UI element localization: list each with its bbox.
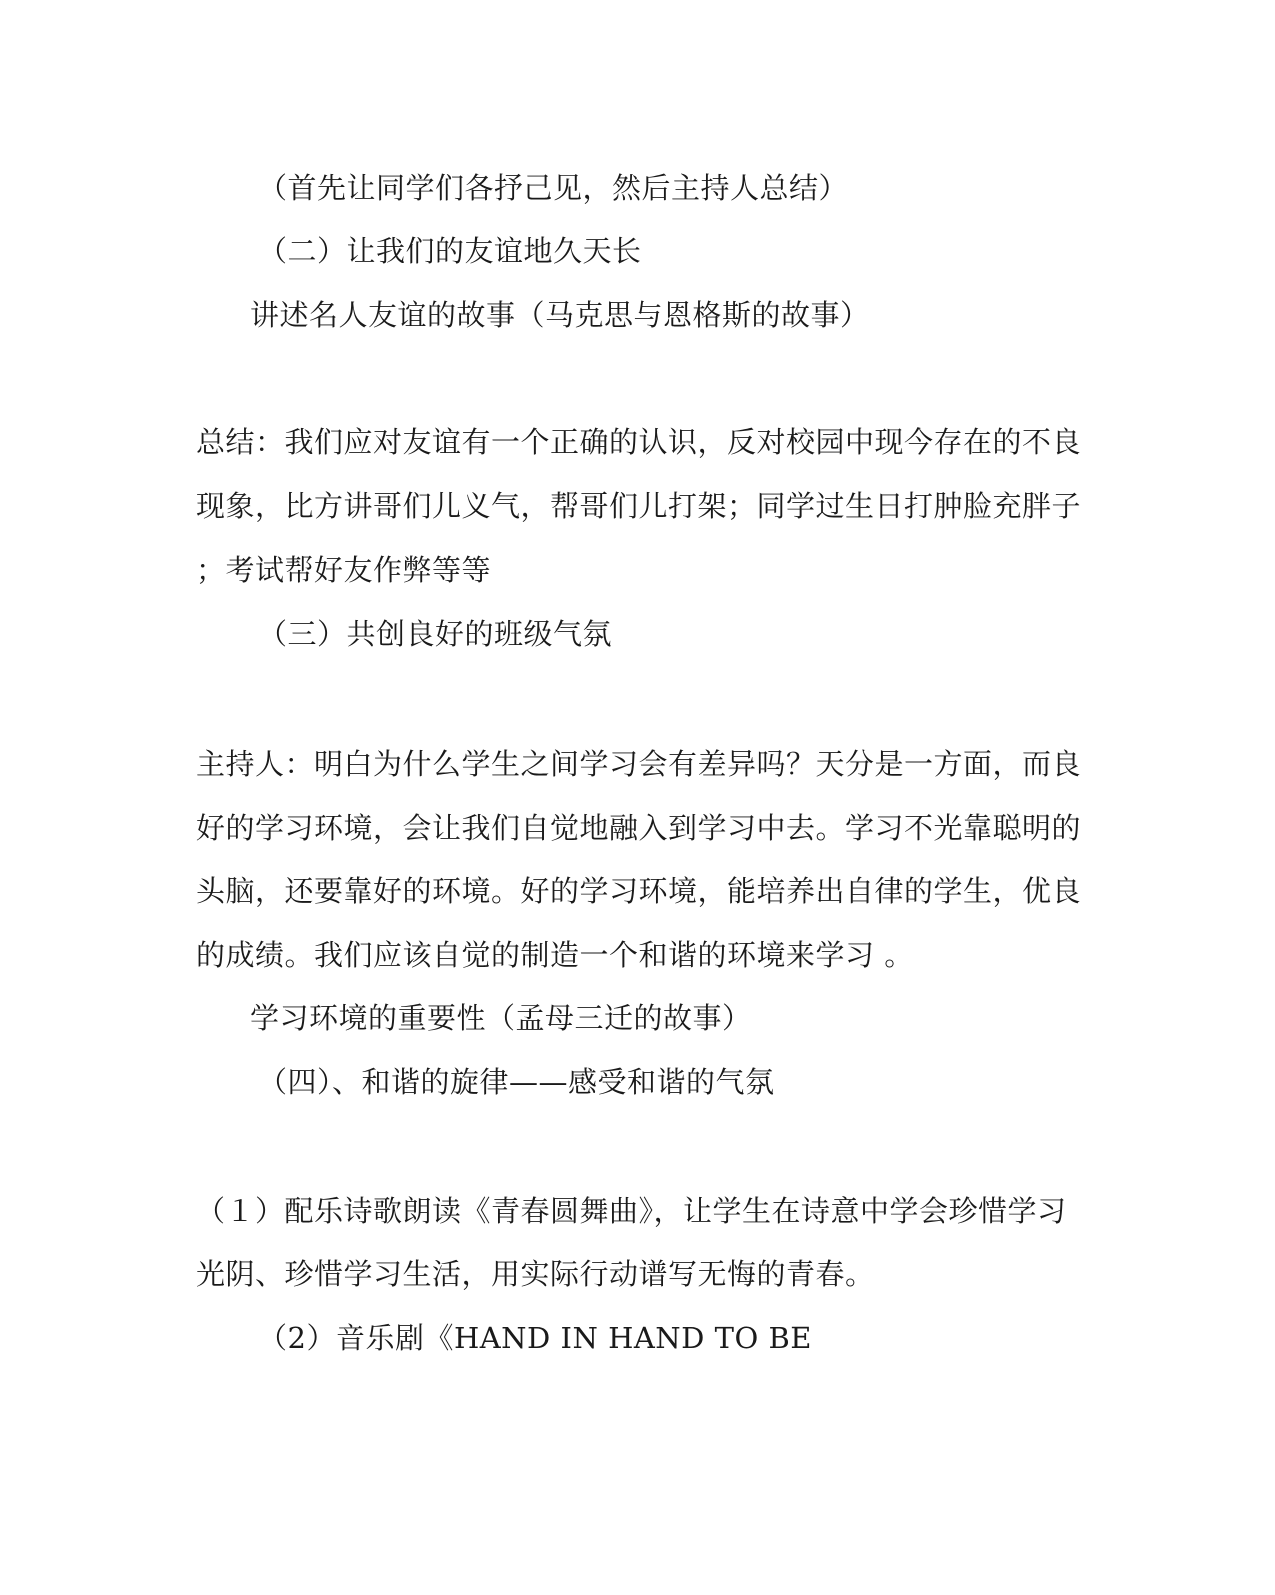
paragraph-line: 光阴、珍惜学习生活，用实际行动谱写无悔的青春。 [196, 1257, 875, 1291]
paragraph-line: 现象，比方讲哥们儿义气，帮哥们儿打架；同学过生日打肿脸充胖子 [196, 489, 1082, 523]
paragraph-line: ；考试帮好友作弊等等 [196, 553, 492, 587]
paragraph-line: 的成绩。我们应该自觉的制造一个和谐的环境来学习 。 [196, 938, 914, 972]
paragraph-line: 总结：我们应对友谊有一个正确的认识，反对校园中现今存在的不良 [196, 425, 1082, 459]
section-heading: （三）共创良好的班级气氛 [258, 617, 613, 651]
paragraph-line: 讲述名人友谊的故事（马克思与恩格斯的故事） [250, 298, 870, 332]
paragraph-line: 学习环境的重要性（孟母三迁的故事） [250, 1001, 752, 1035]
paragraph-line: （１）配乐诗歌朗读《青春圆舞曲》，让学生在诗意中学会珍惜学习 [196, 1194, 1067, 1228]
paragraph-line: 主持人：明白为什么学生之间学习会有差异吗？天分是一方面，而良 [196, 747, 1082, 781]
paragraph-line: （2）音乐剧《HAND IN HAND TO BE [258, 1321, 812, 1355]
paragraph-line: （首先让同学们各抒己见，然后主持人总结） [258, 171, 849, 205]
section-heading: （四）、和谐的旋律——感受和谐的气氛 [258, 1065, 775, 1099]
section-heading: （二）让我们的友谊地久天长 [258, 234, 642, 268]
paragraph-line: 头脑，还要靠好的环境。好的学习环境，能培养出自律的学生，优良 [196, 874, 1082, 908]
paragraph-line: 好的学习环境，会让我们自觉地融入到学习中去。学习不光靠聪明的 [196, 811, 1082, 845]
